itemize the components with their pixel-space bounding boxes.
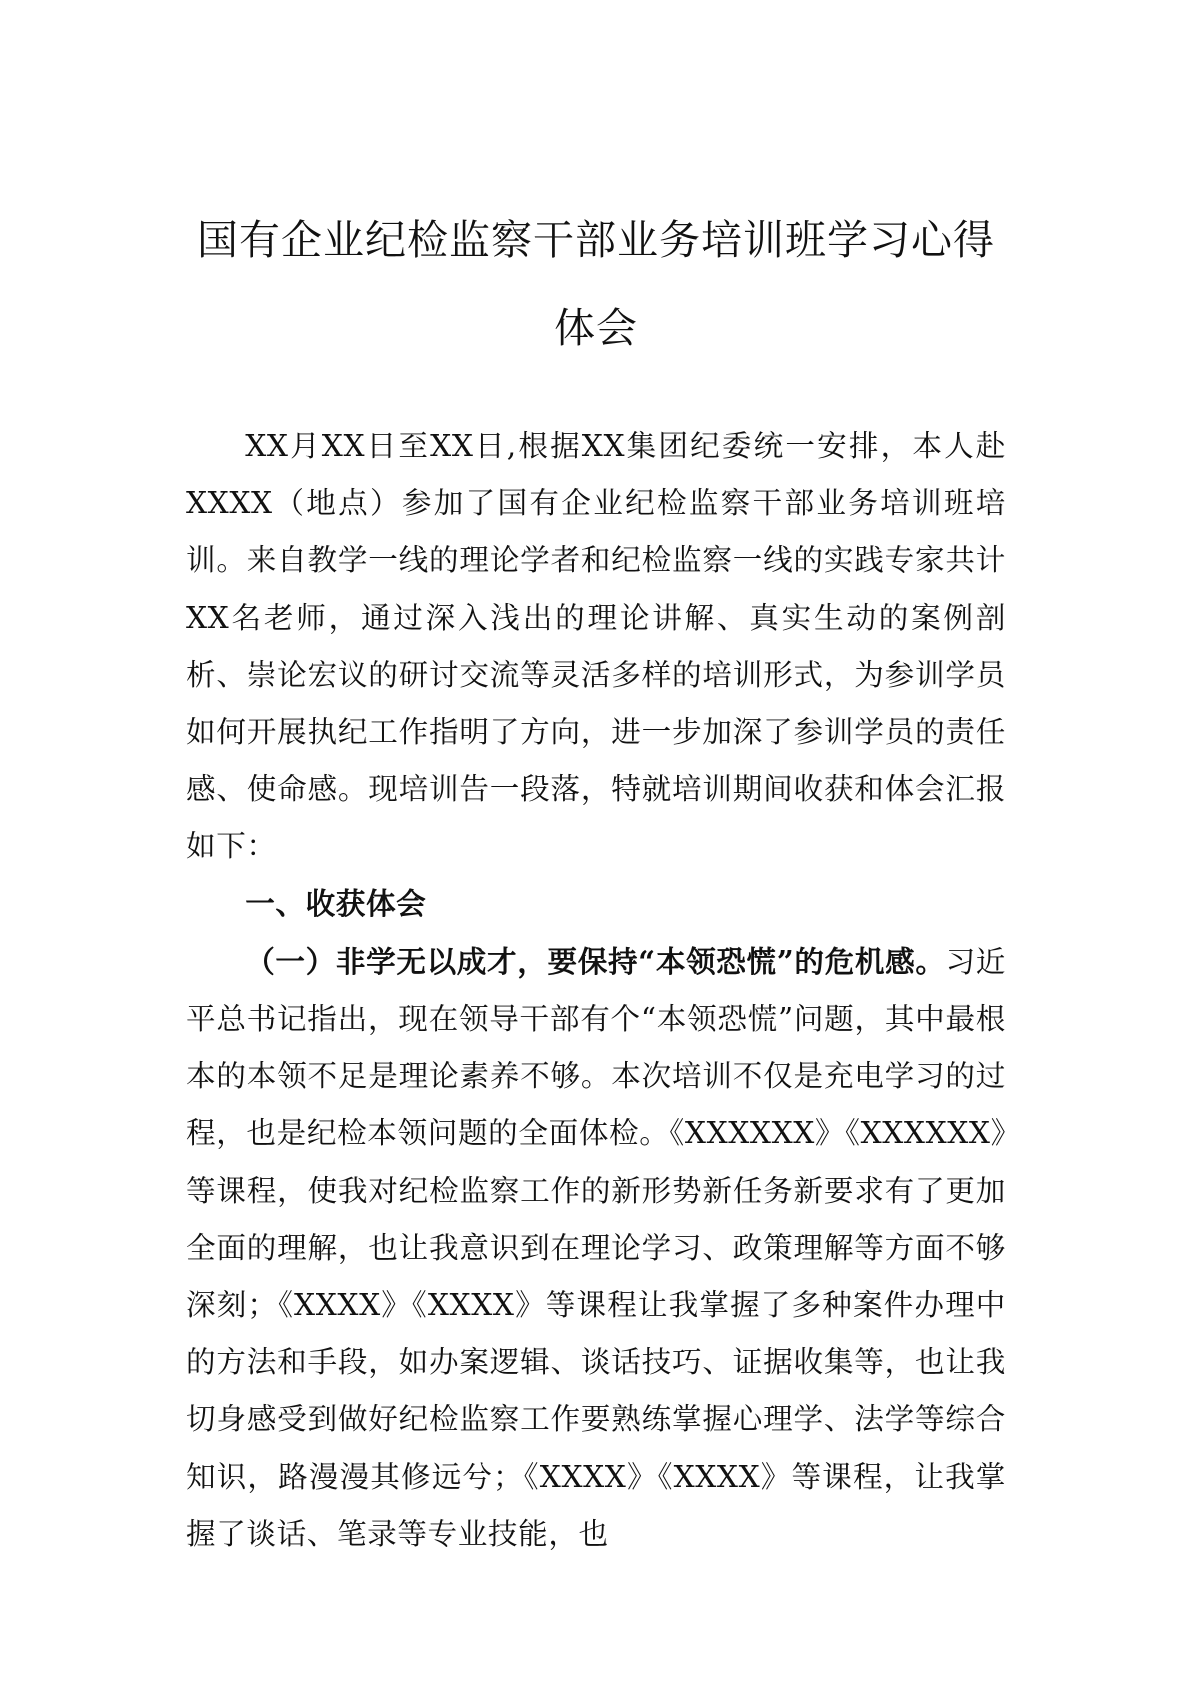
intro-paragraph: XX月XX日至XX日,根据XX集团纪委统一安排，本人赴XXXX（地点）参加了国有企业纪检监察干部业务培训班培训。来自教学一线的理论学者和纪检监察一线的实践专家共计XX名老师，通过深入浅出的理论讲解、真实生动的案例剖析、崇论宏议的研讨交流等灵活多样的培训形式，为参训学员如何开展执纪工作指明了方向，进一步加深了参训学员的责任感、使命感。现培训告一段落，特就培训期间收获和体会汇报如下： [186,429,1006,864]
subsection-text: 习近平总书记指出，现在领导干部有个“本领恐慌”问题，其中最根本的本领不足是理论素养不够。本次培训不仅是充电学习的过程，也是纪检本领问题的全面体检。《XXXXXX》《XXXXXX》等课程，使我对纪检监察工作的新形势新任务新要求有了更加全面的理解，也让我意识到在理论学习、政策理解等方面不够深刻；《XXXX》《XXXX》等课程让我掌握了多种案件办理中的方法和手段，如办案逻辑、谈话技巧、证据收集等，也让我切身感受到做好纪检监察工作要熟练掌握心理学、法学等综合知识，路漫漫其修远兮；《XXXX》《XXXX》等课程，让我掌握了谈话、笔录等专业技能，也 [186,944,1007,1551]
subsection-heading: （一）非学无以成才，要保持“本领恐慌”的危机感。 [245,943,946,979]
document-title: 国有企业纪检监察干部业务培训班学习心得体会 [197,216,995,352]
subsection-paragraph [186,933,1006,1563]
document-body [186,418,1006,1563]
section-heading: 一、收获体会 [245,886,427,921]
